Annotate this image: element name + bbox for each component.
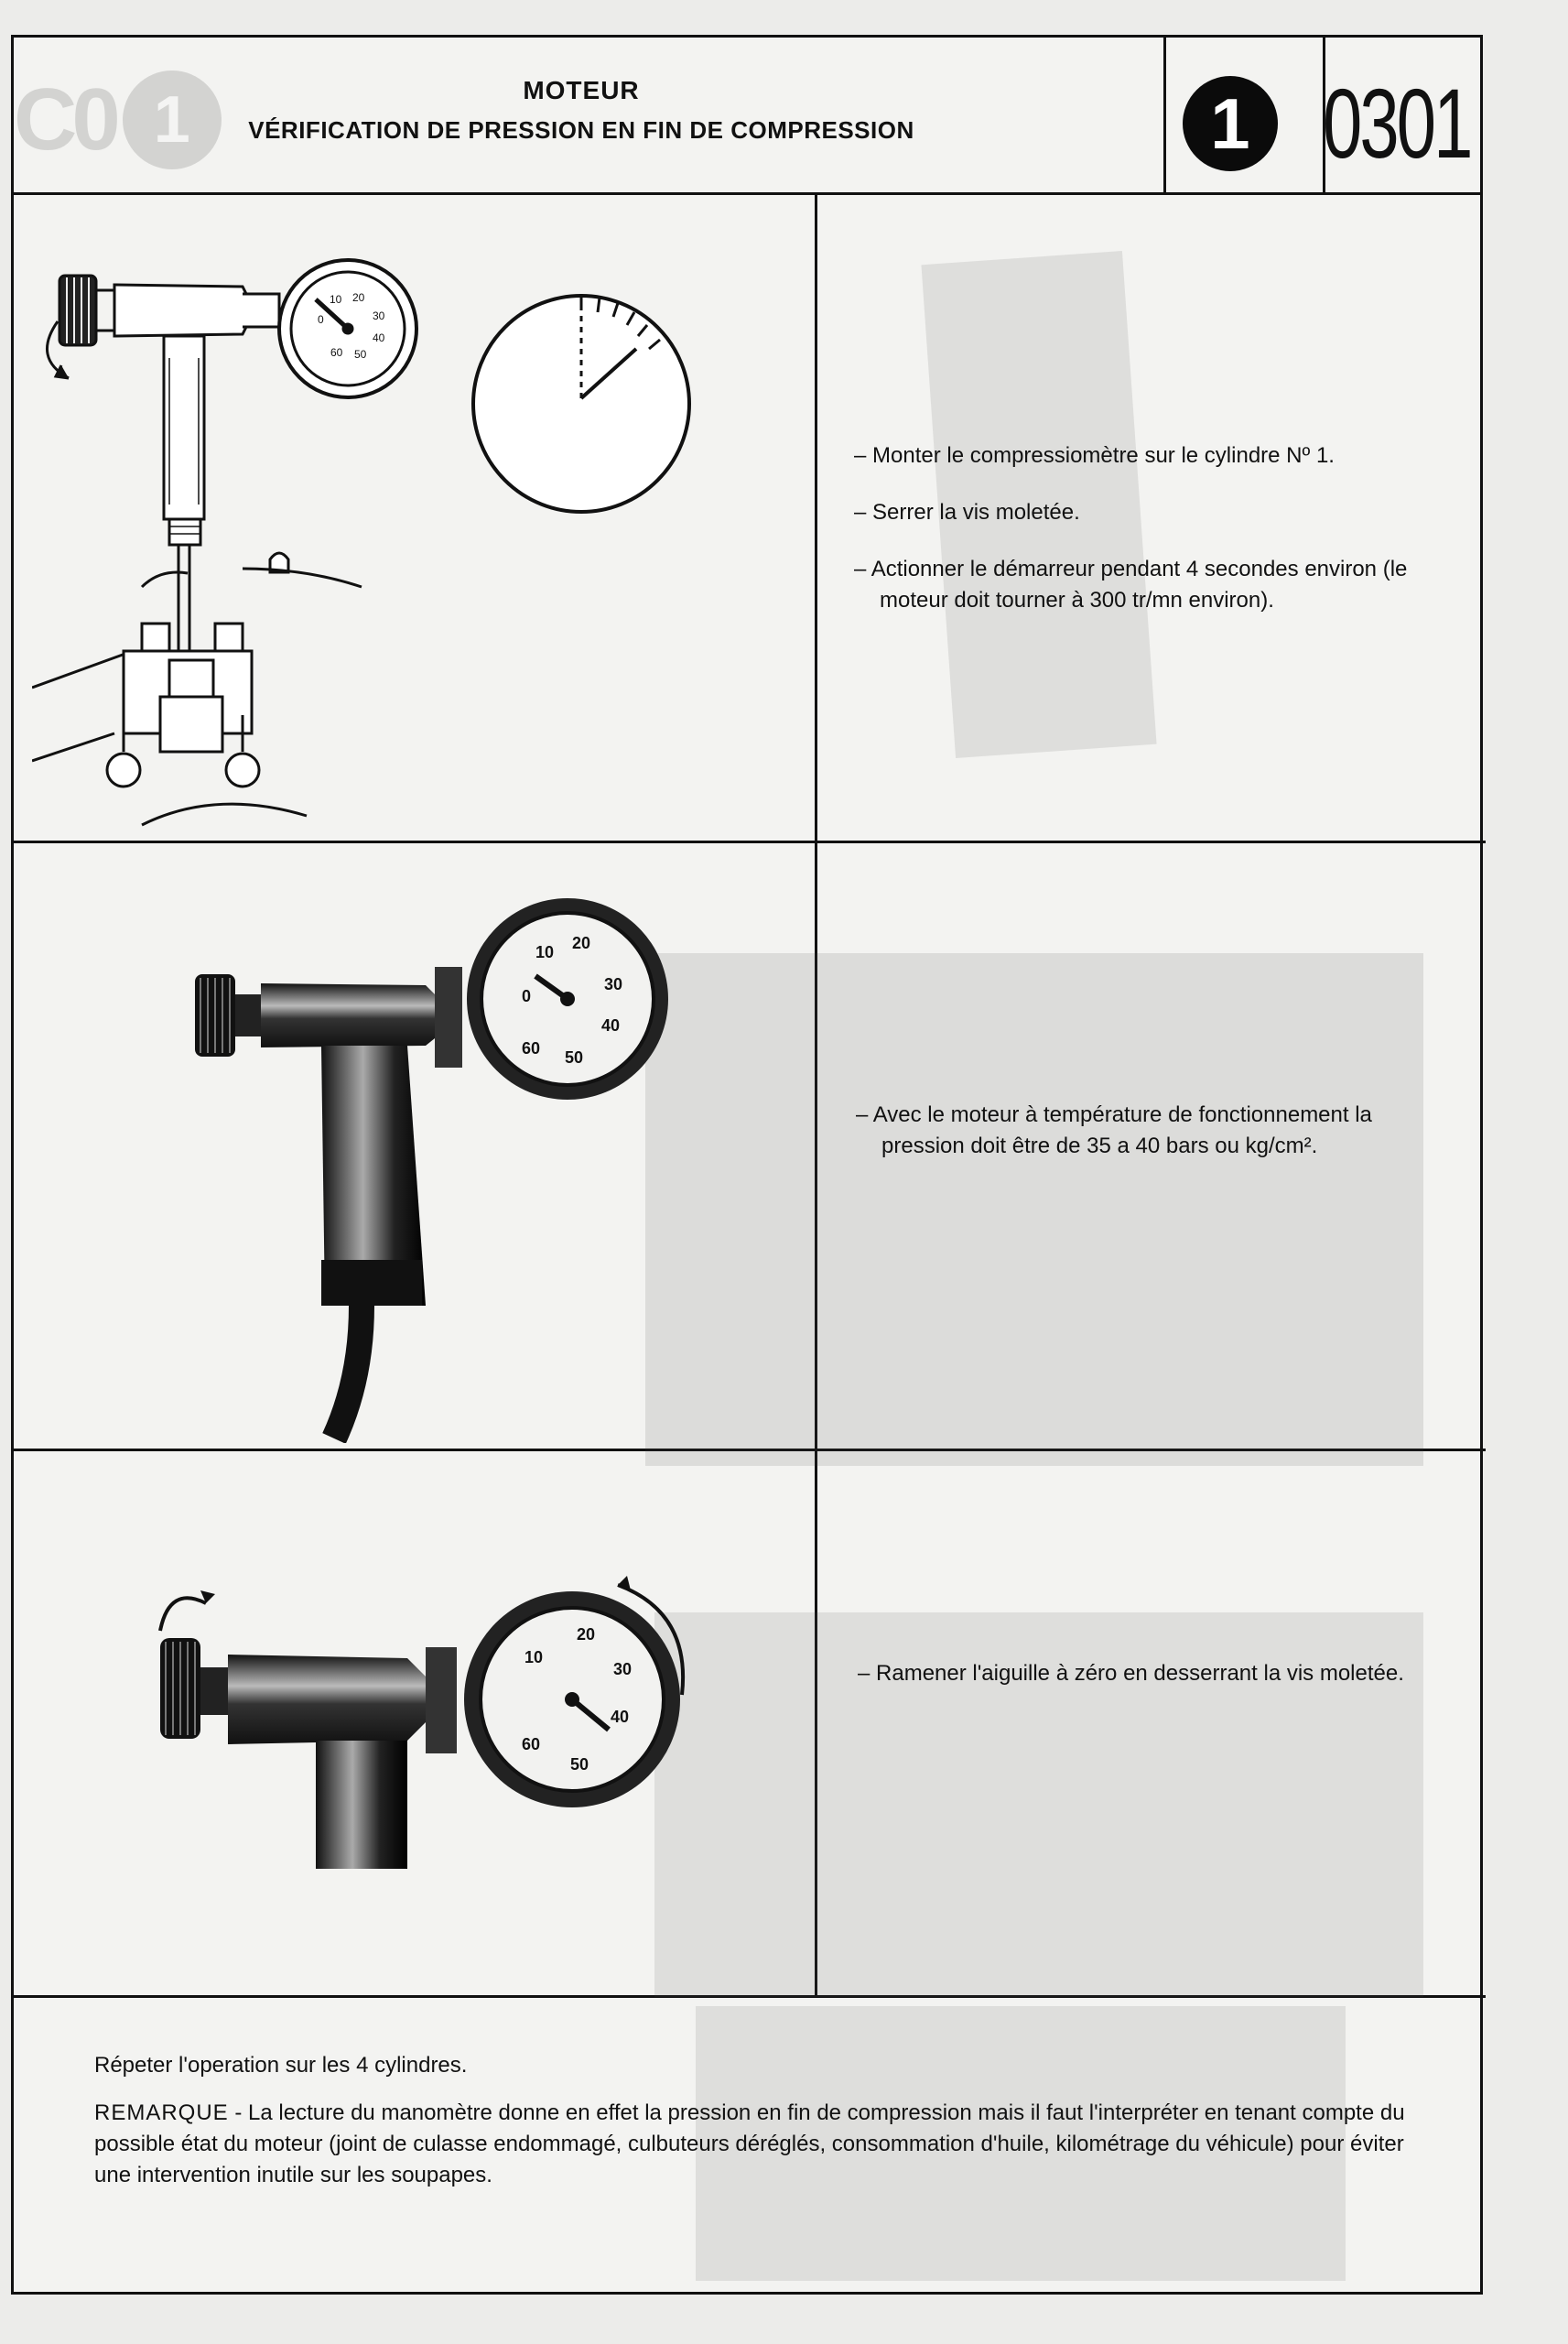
compression-gauge-photo: [151, 866, 691, 1443]
page-title: VÉRIFICATION DE PRESSION EN FIN DE COMPRESSION: [248, 116, 914, 144]
svg-text:10: 10: [535, 943, 555, 961]
svg-text:50: 50: [570, 1755, 589, 1774]
svg-text:0: 0: [318, 313, 324, 326]
page-code: 0301: [1323, 68, 1471, 179]
title-block: [215, 76, 947, 145]
remark-label: REMARQUE: [94, 2100, 229, 2125]
step-3-line-1: – Ramener l'aiguille à zéro en desserrant la vis moletée.: [858, 1661, 1404, 1686]
step-2-instructions: [856, 1100, 1460, 1188]
chapter-number: 1: [1210, 82, 1250, 164]
svg-text:30: 30: [604, 975, 623, 993]
svg-text:60: 60: [522, 1735, 541, 1753]
svg-text:40: 40: [611, 1708, 630, 1726]
section-title: MOTEUR: [523, 76, 640, 104]
header-divider: [1163, 38, 1166, 195]
step-3-instructions: [858, 1658, 1407, 1715]
row-divider: [14, 841, 1486, 843]
svg-text:10: 10: [524, 1648, 544, 1666]
compression-gauge-drawing: [32, 221, 728, 834]
svg-text:0: 0: [522, 987, 532, 1005]
step-1-line-3: – Actionner le démarreur pendant 4 secondes environ (le moteur doit tourner à 300 tr/mn environ).: [854, 557, 1408, 613]
gauge-zero-reset-photo: [133, 1567, 700, 1869]
svg-text:20: 20: [572, 934, 591, 952]
svg-text:60: 60: [330, 346, 343, 359]
svg-text:50: 50: [565, 1048, 584, 1067]
svg-text:20: 20: [352, 291, 365, 304]
svg-text:10: 10: [330, 293, 342, 306]
svg-text:30: 30: [373, 309, 385, 322]
repeat-note: Répeter l'operation sur les 4 cylindres.: [94, 2053, 468, 2078]
bleed-through-photo: [645, 953, 1423, 1466]
footer-notes: [94, 2050, 1431, 2208]
page-header: [14, 38, 1480, 195]
svg-text:40: 40: [373, 331, 385, 344]
svg-text:50: 50: [354, 348, 367, 361]
remark-paragraph: [94, 2098, 1431, 2191]
remark-text: - La lecture du manomètre donne en effet la pression en fin de compression mais il faut l'interpréter en tenant compte du possible état du moteur (joint de culasse endommagé, culbuteurs déréglés, consommation d'huile, kilométrage du véhicule) pour éviter une intervention inutile sur les soupapes.: [94, 2100, 1405, 2187]
svg-text:60: 60: [522, 1039, 541, 1058]
manual-page: [11, 35, 1483, 2295]
bleed-through-logo: C0 1: [14, 65, 233, 175]
svg-text:20: 20: [577, 1625, 596, 1644]
step-1-line-1: – Monter le compressiomètre sur le cylindre Nº 1.: [854, 443, 1335, 468]
chapter-badge: [1183, 76, 1278, 171]
step-1-line-2: – Serrer la vis moletée.: [854, 500, 1080, 525]
step-2-line-1: – Avec le moteur à température de fonctionnement la pression doit être de 35 a 40 bars ou kg/cm².: [856, 1102, 1372, 1158]
step-1-instructions: [854, 440, 1458, 642]
svg-text:30: 30: [613, 1660, 633, 1678]
svg-text:40: 40: [601, 1016, 621, 1035]
